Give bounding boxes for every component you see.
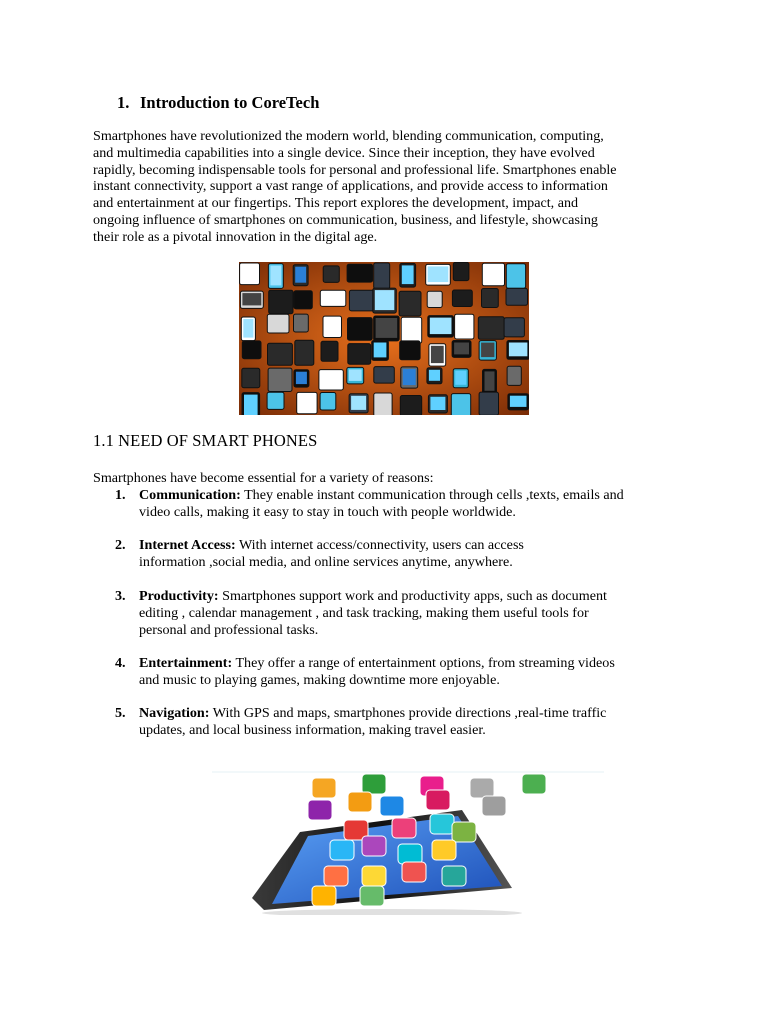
device-shape [478,317,504,340]
collage-graphic [239,262,529,415]
device-shape [401,317,422,343]
item-number: 1. [115,487,126,503]
device-shape [242,341,261,359]
device-screen [349,369,362,381]
device-screen [510,396,527,407]
device-shape [452,290,472,307]
device-screen [244,395,258,415]
device-shape [323,316,342,337]
device-shape [453,262,469,280]
app-icon [362,866,386,886]
item-term: Productivity: [139,588,219,604]
item-text: Smartphones support work and productivity apps, such as document [218,588,607,604]
device-shape [269,290,293,314]
app-icon [380,796,404,816]
item-text: and music to playing games, making downtime more enjoyable. [139,671,500,688]
app-icon [360,886,384,906]
item-term: Entertainment: [139,655,233,671]
device-screen [428,266,449,282]
item-term: Communication: [139,487,241,503]
item-number: 4. [115,655,126,671]
app-icon [430,814,454,834]
device-screen [454,343,469,355]
smartphones-collage-image [239,262,529,415]
app-icon [348,792,372,812]
device-shape [504,318,524,337]
intro-line: rapidly, becoming indispensable tools for personal and professional life. Smartphones enable [93,161,617,178]
item-text: video calls, making it easy to stay in touch with people worldwide. [139,503,516,520]
device-shape [321,341,338,361]
app-icon [432,840,456,860]
device-screen [430,397,445,410]
device-shape [507,366,521,385]
device-shape [482,289,499,308]
app-icon [522,774,546,794]
device-screen [455,371,466,385]
item-term: Internet Access: [139,537,236,553]
app-icon [402,862,426,882]
device-shape [374,263,390,289]
device-screen [243,319,253,338]
device-shape [427,291,442,307]
section-heading-need: 1.1 NEED OF SMART PHONES [93,431,318,450]
phone-with-app-icons-image [212,770,604,915]
device-shape [451,394,470,415]
device-shape [320,393,336,411]
item-text: personal and professional tasks. [139,621,319,638]
device-screen [481,343,494,358]
device-screen [430,318,452,335]
device-shape [349,290,375,311]
item-text: With internet access/connectivity, users can access [235,537,524,553]
intro-line: their role as a pivotal innovation in the digital age. [93,228,378,245]
device-screen [242,293,261,305]
item-text: They offer a range of entertainment options, from streaming videos [232,655,615,671]
intro-line: and entertainment at our fingertips. This report explores the development, impact, and [93,195,579,212]
heading-title: Introduction to CoreTech [140,93,320,112]
app-icon [308,800,332,820]
app-icon [362,836,386,856]
device-shape [268,343,293,365]
item-text: They enable instant communication through cells ,texts, emails and [240,487,624,503]
app-icon [398,844,422,864]
device-shape [319,370,343,390]
device-screen [509,343,528,357]
list-lead-text: Smartphones have become essential for a variety of reasons: [93,470,434,486]
device-screen [431,346,444,363]
device-shape [399,291,421,316]
device-screen [374,343,387,358]
app-icon [330,840,354,860]
device-screen [270,266,281,286]
device-shape [267,314,289,333]
device-shape [294,314,309,332]
device-shape [506,288,528,305]
device-shape [374,367,395,384]
item-text: editing , calendar management , and task tracking, making them useful tools for [139,604,589,621]
device-shape [455,314,474,339]
device-shape [240,263,260,285]
device-shape [374,393,392,415]
device-shape [400,341,420,360]
intro-paragraph [93,128,683,246]
item-text: updates, and local business information, making travel easier. [139,721,486,738]
app-icon [470,778,494,798]
device-shape [294,291,312,309]
device-shape [400,396,421,416]
item-number: 2. [115,537,126,553]
device-shape [479,392,498,415]
section-heading-introduction [117,93,319,113]
device-screen [376,318,398,338]
intro-line: Smartphones have revolutionized the modern world, blending communication, computing, [93,128,604,144]
device-shape [348,344,371,365]
device-shape [347,264,373,282]
item-number: 3. [115,588,126,604]
intro-line: ongoing influence of smartphones on communication, business, and lifestyle, showcasing [93,211,598,228]
device-screen [402,265,414,284]
device-screen [485,371,495,390]
device-shape [323,266,339,283]
phone-apps-graphic [212,770,604,915]
device-shape [297,392,317,413]
app-icon [482,796,506,816]
item-text: With GPS and maps, smartphones provide directions ,real-time traffic [209,705,607,721]
app-icon [426,790,450,810]
intro-line: and multimedia capabilities into a single device. Since their inception, they have evolved [93,144,595,161]
device-shape [267,392,284,409]
app-icon [312,886,336,906]
intro-line: instant connectivity, support a vast range of applications, and provide access to information [93,178,608,195]
device-shape [242,368,260,387]
device-screen [351,396,366,410]
device-shape [320,290,346,306]
device-screen [403,369,416,385]
app-icon [392,818,416,838]
device-screen [375,290,395,310]
device-screen [296,372,307,384]
device-shape [348,318,373,341]
heading-number: 1. [117,93,130,112]
app-icon [362,774,386,794]
app-icon [452,822,476,842]
app-icon [312,778,336,798]
device-screen [295,267,306,283]
device-screen [429,370,440,381]
device-shape [482,263,504,286]
item-text: information ,social media, and online services anytime, anywhere. [139,553,513,570]
item-number: 5. [115,705,126,721]
app-icon [324,866,348,886]
device-shape [295,340,314,365]
device-shape [268,368,292,391]
app-icon [442,866,466,886]
device-shape [506,264,525,288]
item-term: Navigation: [139,705,210,721]
